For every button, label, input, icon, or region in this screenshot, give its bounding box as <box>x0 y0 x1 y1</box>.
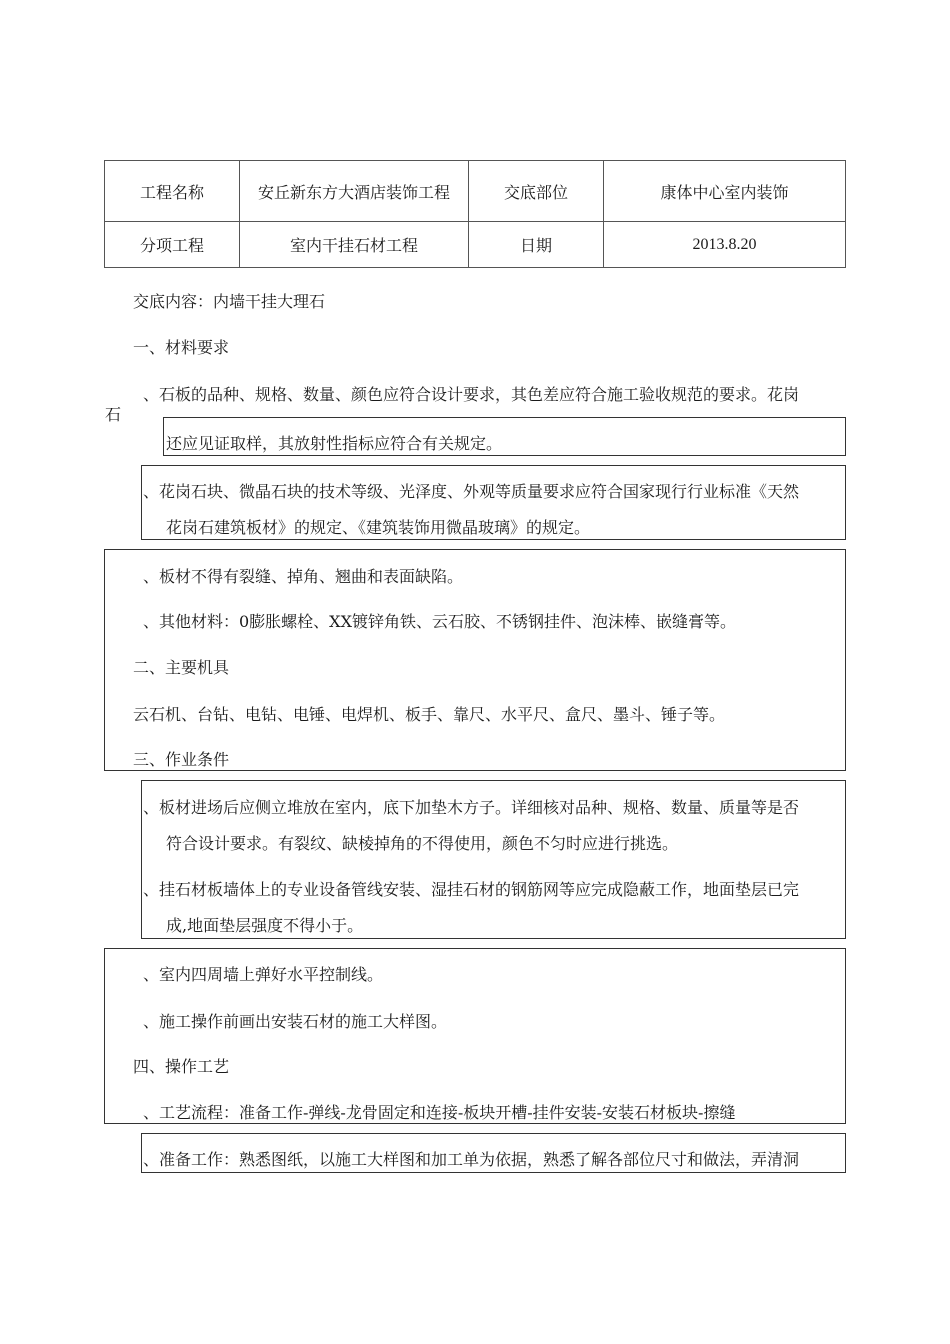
s3-item1-line2: 符合设计要求。有裂纹、缺棱掉角的不得使用，颜色不匀时应进行挑选。 <box>166 834 679 853</box>
s1-item1-stray-char: 石 <box>105 405 122 424</box>
s4-item2: 、准备工作：熟悉图纸，以施工大样图和加工单为依据，熟悉了解各部位尺寸和做法，弄清洞 <box>143 1150 800 1169</box>
project-info-table <box>104 160 846 268</box>
s1-item1-line2: 还应见证取样，其放射性指标应符合有关规定。 <box>166 434 503 453</box>
project-name-label: 工程名称 <box>105 161 240 222</box>
section-1-title: 一、材料要求 <box>133 338 230 357</box>
location-label: 交底部位 <box>469 161 604 222</box>
s1-item2-line1: 、花岗石块、微晶石块的技术等级、光泽度、外观等质量要求应符合国家现行行业标准《天然 <box>143 482 800 501</box>
table-row <box>105 222 846 268</box>
s3-item2-line2: 成,地面垫层强度不得小于。 <box>166 916 364 935</box>
s1-item3: 、板材不得有裂缝、掉角、翘曲和表面缺陷。 <box>143 567 464 586</box>
content-intro: 交底内容：内墙干挂大理石 <box>133 292 326 311</box>
location-value: 康体中心室内装饰 <box>604 161 846 222</box>
section-2-title: 二、主要机具 <box>133 658 230 677</box>
s3-item4: 、施工操作前画出安装石材的施工大样图。 <box>143 1012 448 1031</box>
s3-item1-line1: 、板材进场后应侧立堆放在室内，底下加垫木方子。详细核对品种、规格、数量、质量等是否 <box>143 798 800 817</box>
s4-item1: 、工艺流程：准备工作-弹线-龙骨固定和连接-板块开槽-挂件安装-安装石材板块-擦缝 <box>143 1103 736 1122</box>
section-4-title: 四、操作工艺 <box>133 1057 230 1076</box>
project-name-value: 安丘新东方大酒店装饰工程 <box>240 161 469 222</box>
sub-project-label: 分项工程 <box>105 222 240 268</box>
date-label: 日期 <box>469 222 604 268</box>
s3-item3: 、室内四周墙上弹好水平控制线。 <box>143 965 384 984</box>
s2-tools: 云石机、台钻、电钻、电锤、电焊机、板手、靠尺、水平尺、盒尺、墨斗、锤子等。 <box>133 705 726 724</box>
section-3-title: 三、作业条件 <box>133 750 230 769</box>
sub-project-value: 室内干挂石材工程 <box>240 222 469 268</box>
s1-item2-line2: 花岗石建筑板材》的规定、《建筑装饰用微晶玻璃》的规定。 <box>166 518 591 537</box>
s1-item1-line1: 、石板的品种、规格、数量、颜色应符合设计要求，其色差应符合施工验收规范的要求。花岗 <box>143 385 800 404</box>
s3-item2-line1: 、挂石材板墙体上的专业设备管线安装、湿挂石材的钢筋网等应完成隐蔽工作，地面垫层已完 <box>143 880 800 899</box>
date-value: 2013.8.20 <box>604 222 846 268</box>
table-row <box>105 161 846 222</box>
s1-item4: 、其他材料：0膨胀螺栓、XX镀锌角铁、云石胶、不锈钢挂件、泡沫棒、嵌缝膏等。 <box>143 612 736 631</box>
